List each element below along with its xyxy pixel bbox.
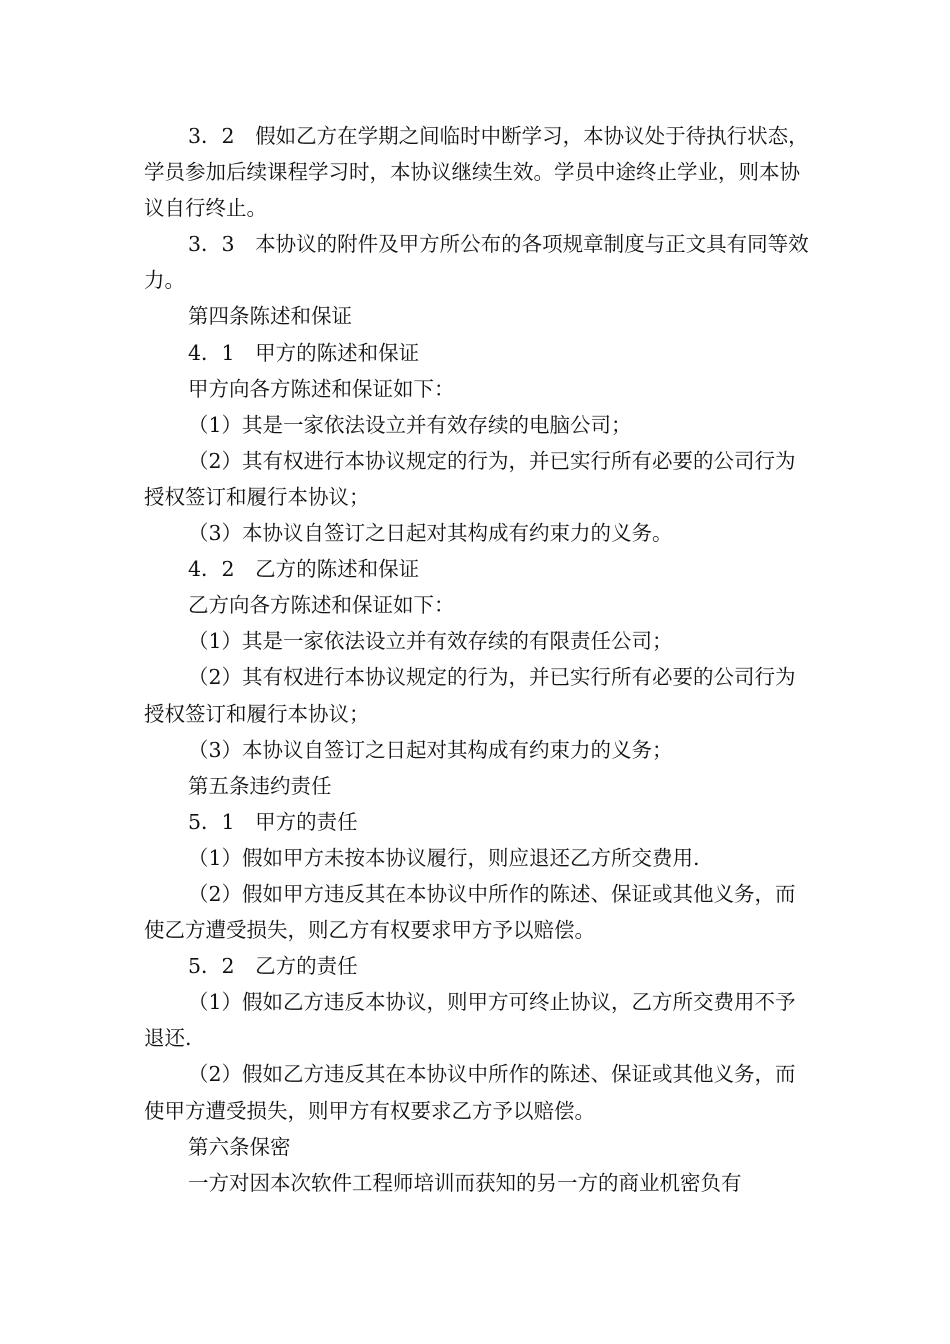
clause-5-1-heading: 5．1 甲方的责任 bbox=[188, 809, 358, 834]
clause-3-2: 3．2 假如乙方在学期之间临时中断学习，本协议处于待执行状态，学员参加后续课程学习时，本协议继续生效。学员中途终止学业，则本协议自行终止。 bbox=[144, 124, 809, 221]
clause-4-2-heading: 4．2 乙方的陈述和保证 bbox=[188, 557, 420, 582]
article-4-heading: 第四条陈述和保证 bbox=[188, 304, 352, 329]
article-5-heading: 第五条违约责任 bbox=[188, 773, 332, 798]
clause-4-1-item-2: （2）其有权进行本协议规定的行为，并已实行所有必要的公司行为授权签订和履行本协议； bbox=[144, 448, 796, 509]
clause-4-2-intro: 乙方向各方陈述和保证如下： bbox=[188, 593, 455, 618]
clause-4-2-item-2: （2）其有权进行本协议规定的行为，并已实行所有必要的公司行为授权签订和履行本协议； bbox=[144, 665, 796, 726]
clause-4-1-heading: 4．1 甲方的陈述和保证 bbox=[188, 340, 420, 365]
clause-4-1-item-3: （3）本协议自签订之日起对其构成有约束力的义务。 bbox=[188, 521, 673, 546]
clause-4-2-item-1: （1）其是一家依法设立并有效存续的有限责任公司； bbox=[188, 629, 673, 654]
clause-3-3: 3．3 本协议的附件及甲方所公布的各项规章制度与正文具有同等效力。 bbox=[144, 232, 809, 293]
article-6-heading: 第六条保密 bbox=[188, 1134, 291, 1159]
clause-5-2-heading: 5．2 乙方的责任 bbox=[188, 954, 358, 979]
clause-4-1-item-1: （1）其是一家依法设立并有效存续的电脑公司； bbox=[188, 412, 632, 437]
clause-5-1-item-1: （1）假如甲方未按本协议履行，则应退还乙方所交费用. bbox=[188, 845, 700, 870]
article-6-text: 一方对因本次软件工程师培训而获知的另一方的商业机密负有 bbox=[188, 1170, 742, 1195]
document-body bbox=[144, 118, 810, 1201]
clause-4-2-item-3: （3）本协议自签订之日起对其构成有约束力的义务； bbox=[188, 737, 673, 762]
clause-5-2-item-2: （2）假如乙方违反其在本协议中所作的陈述、保证或其他义务，而使甲方遭受损失，则甲方有权要求乙方予以赔偿。 bbox=[144, 1062, 796, 1123]
clause-5-1-item-2: （2）假如甲方违反其在本协议中所作的陈述、保证或其他义务，而使乙方遭受损失，则乙方有权要求甲方予以赔偿。 bbox=[144, 881, 796, 943]
clause-4-1-intro: 甲方向各方陈述和保证如下： bbox=[188, 376, 455, 401]
clause-5-2-item-1: （1）假如乙方违反本协议，则甲方可终止协议，乙方所交费用不予退还. bbox=[144, 990, 796, 1051]
